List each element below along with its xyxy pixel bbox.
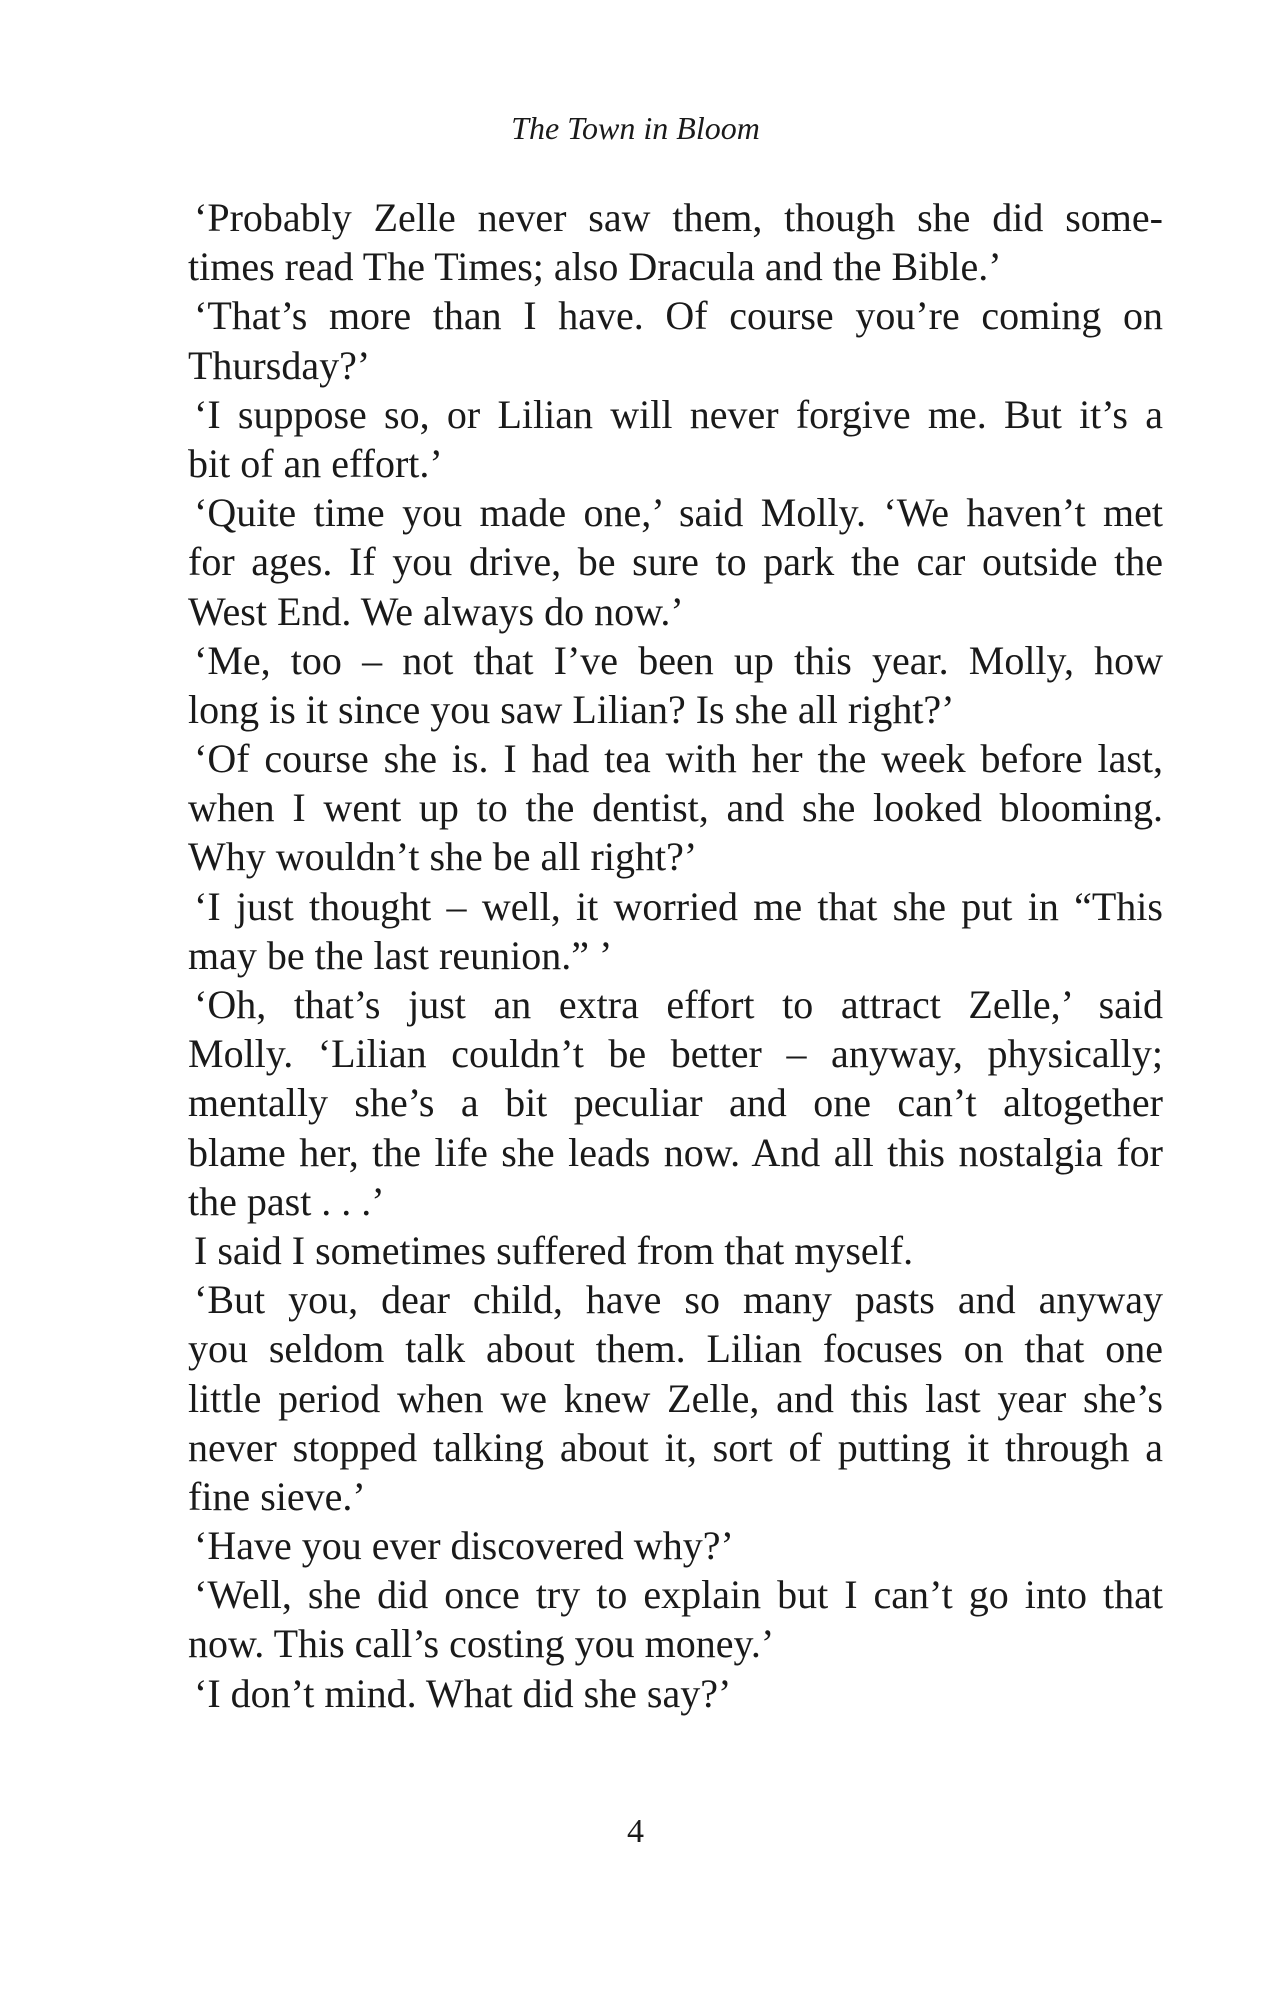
body-text <box>188 193 1163 1718</box>
text-line: ‘Probably Zelle never saw them, though she did some- <box>194 195 1163 240</box>
text-line: ‘But you, dear child, have so many pasts and anyway <box>194 1277 1163 1323</box>
text-line: mentally she’s a bit peculiar and one can’t altogether <box>188 1080 1163 1126</box>
text-line: ‘I suppose so, or Lilian will never forgive me. But it’s a <box>194 391 1163 437</box>
text-line: I said I sometimes suffered from that myself. <box>194 1227 914 1273</box>
text-line: ‘Have you ever discovered why?’ <box>194 1523 734 1569</box>
text-line: for ages. If you drive, be sure to park the car outside the <box>188 539 1163 585</box>
text-line: West End. We always do now.’ <box>188 588 684 634</box>
text-line: Thursday?’ <box>188 342 371 388</box>
text-line: ‘I just thought – well, it worried me that she put in “This <box>194 883 1163 929</box>
text-line: long is it since you saw Lilian? Is she all right?’ <box>188 686 955 732</box>
text-line: ‘Me, too – not that I’ve been up this year. Molly, how <box>194 637 1163 683</box>
text-line: ‘That’s more than I have. Of course you’re coming on <box>194 293 1163 339</box>
text-line: you seldom talk about them. Lilian focuses on that one <box>188 1326 1163 1372</box>
page-number: 4 <box>627 1813 644 1850</box>
text-line: the past . . .’ <box>188 1178 385 1224</box>
text-line: fine sieve.’ <box>188 1473 366 1519</box>
text-line: never stopped talking about it, sort of putting it through a <box>188 1424 1163 1470</box>
text-line: may be the last reunion.” ’ <box>188 932 613 978</box>
text-line: ‘Well, she did once try to explain but I can’t go into that <box>194 1572 1163 1618</box>
text-line: now. This call’s costing you money.’ <box>188 1621 775 1667</box>
text-line: when I went up to the dentist, and she looked blooming. <box>188 785 1163 831</box>
text-line: Why wouldn’t she be all right?’ <box>188 834 698 880</box>
text-line: Molly. ‘Lilian couldn’t be better – anyway, physically; <box>188 1031 1163 1077</box>
text-line: blame her, the life she leads now. And all this nostalgia for <box>188 1129 1163 1175</box>
text-line: bit of an effort.’ <box>188 440 443 486</box>
text-line: times read The Times; also Dracula and the Bible.’ <box>188 244 1002 290</box>
text-line: ‘Of course she is. I had tea with her the week before last, <box>194 736 1163 782</box>
text-line: ‘I don’t mind. What did she say?’ <box>194 1670 732 1716</box>
text-line: little period when we knew Zelle, and this last year she’s <box>188 1375 1163 1421</box>
text-line: ‘Oh, that’s just an extra effort to attract Zelle,’ said <box>194 982 1163 1027</box>
text-line: ‘Quite time you made one,’ said Molly. ‘We haven’t met <box>194 490 1163 536</box>
running-title: The Town in Bloom <box>511 110 760 146</box>
